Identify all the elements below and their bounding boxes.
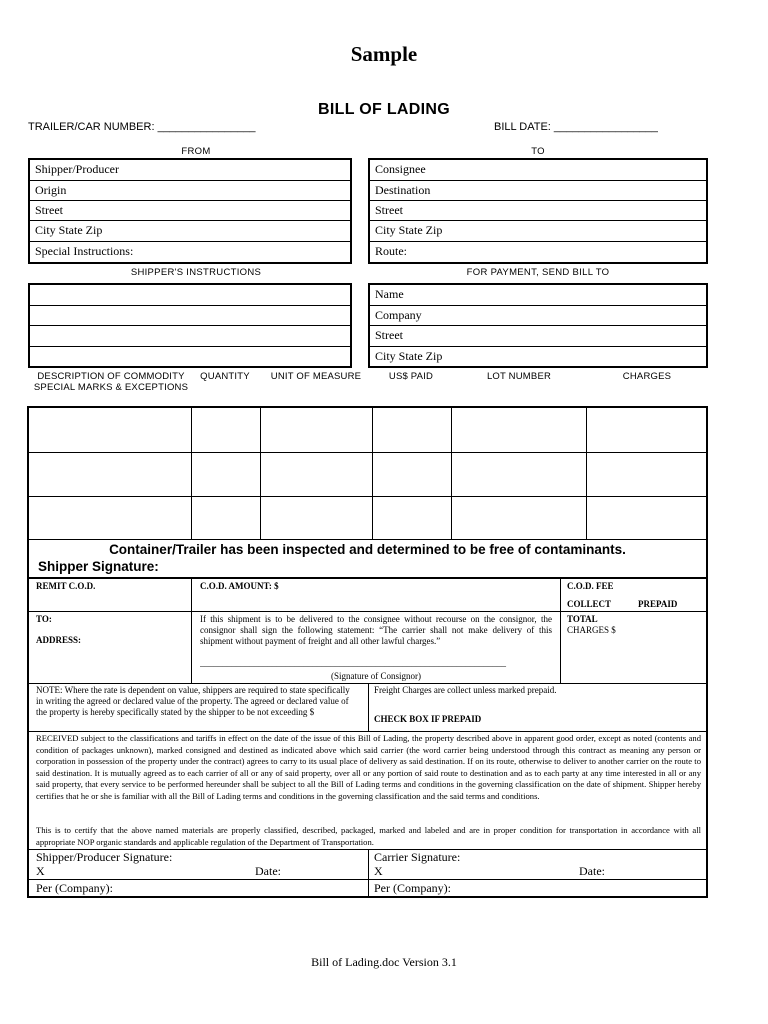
cod-collect-option[interactable]: COLLECT (567, 599, 612, 609)
carrier-signature-x: X (374, 864, 383, 878)
shipper-date-field[interactable]: Date: (255, 864, 281, 878)
received-terms: RECEIVED subject to the classifications and tariffs in effect on the date of the issue of this Bill of Lading, the property described above in apparent good order, except as noted (contents and condition of packages unknown), marked consigned and destined as indicated above which said carrier (the word carrier being understood through this contract as meaning any person or corporation in possession of the property under the contract) agrees to carry to its usual place of delivery as said destination. If on its route, otherwise to deliver to another carrier on the route to said destination. It is mutually agreed as to each carrier of all or any of said property, over all or any portion of said route to destination and as to each party at any time interested in all or any said property, that every service to be performed hereunder shall be subject to all the Bill of Lading terms and conditions in the governing classification on the date of shipment. Shipper hereby certifies that he or she is familiar with all the Bill of Lading terms and conditions in the governing classification and the said terms and conditions. (36, 733, 701, 801)
shipper-instructions-line[interactable] (30, 347, 350, 366)
payment-label: FOR PAYMENT, SEND BILL TO (466, 267, 610, 278)
from-row-street[interactable]: Street (30, 201, 350, 221)
shipper-instructions-line[interactable] (30, 306, 350, 326)
shipper-per-company-field[interactable]: Per (Company): (36, 881, 113, 895)
check-box-prepaid[interactable]: CHECK BOX IF PREPAID (374, 714, 482, 724)
cod-amount-field[interactable]: C.O.D. AMOUNT: $ (200, 581, 279, 591)
declared-value-note: NOTE: Where the rate is dependent on value, shippers are required to state specifically in writing the agreed or declared value of the property. The agreed or declared value of the property is hereby specifically stated by the shipper to be not exceeding $ (36, 685, 350, 717)
sample-heading: Sample (350, 42, 418, 66)
shipper-signature-label: Shipper Signature: (38, 559, 159, 574)
trailer-car-number-field[interactable]: TRAILER/CAR NUMBER: ________________ (28, 121, 256, 133)
commodity-table (29, 408, 706, 540)
bill-date-field[interactable]: BILL DATE: _________________ (494, 121, 658, 133)
to-row-destination[interactable]: Destination (370, 181, 706, 201)
payment-box (368, 283, 708, 368)
from-label: FROM (181, 146, 211, 157)
footer-version: Bill of Lading.doc Version 3.1 (311, 955, 457, 969)
shipper-instructions-box (28, 283, 352, 368)
carrier-signature-field[interactable]: Carrier Signature: (374, 850, 461, 864)
cod-to-field[interactable]: TO: (36, 614, 52, 624)
payment-row-company[interactable]: Company (370, 306, 706, 326)
column-header-lot: LOT NUMBER (486, 371, 552, 382)
cod-prepaid-option[interactable]: PREPAID (638, 599, 678, 609)
shipper-instructions-label: SHIPPER'S INSTRUCTIONS (130, 267, 262, 278)
shipper-signature-field[interactable]: Shipper/Producer Signature: (36, 850, 173, 864)
from-box (28, 158, 352, 264)
payment-row-city[interactable]: City State Zip (375, 349, 443, 363)
to-row-street[interactable]: Street (370, 201, 706, 221)
cod-address-field[interactable]: ADDRESS: (36, 635, 82, 645)
to-row-consignee[interactable]: Consignee (370, 160, 706, 181)
shipper-instructions-line[interactable] (30, 285, 350, 306)
page-title: BILL OF LADING (318, 101, 450, 118)
remit-cod-label: REMIT C.O.D. (36, 581, 96, 591)
inspection-statement: Container/Trailer has been inspected and determined to be free of contaminants. (109, 542, 626, 557)
column-header-quantity: QUANTITY (200, 371, 250, 382)
payment-row-street[interactable]: Street (370, 326, 706, 347)
to-row-city[interactable]: City State Zip (370, 221, 706, 242)
certification-statement: This is to certify that the above named materials are properly classified, described, packaged, marked and labeled and are in proper condition for transportation in accordance with all appropriate NOP organic standards and applicable regulation of the Department of Transportation. (36, 825, 701, 847)
to-label: TO (531, 146, 545, 157)
consignor-signature-line[interactable]: ____________________________________________________________________ (200, 658, 506, 668)
from-row-special-instructions[interactable]: Special Instructions: (35, 244, 134, 258)
from-row-city[interactable]: City State Zip (30, 221, 350, 242)
column-header-description: DESCRIPTION OF COMMODITY SPECIAL MARKS & EXCEPTIONS (33, 371, 189, 393)
from-row-origin[interactable]: Origin (30, 181, 350, 201)
consignor-signature-caption: (Signature of Consignor) (331, 671, 421, 681)
freight-charges-note: Freight Charges are collect unless marked prepaid. (374, 685, 557, 695)
total-charges-field[interactable]: CHARGES $ (567, 625, 616, 635)
shipper-signature-x: X (36, 864, 45, 878)
carrier-per-company-field[interactable]: Per (Company): (374, 881, 451, 895)
main-form (27, 406, 708, 898)
column-header-paid: US$ PAID (388, 371, 434, 382)
payment-row-name[interactable]: Name (370, 285, 706, 306)
to-box (368, 158, 708, 264)
consignor-statement: If this shipment is to be delivered to the consignee without recourse on the consignor, the consignor shall sign the following statement: “The carrier shall not make delivery of this shipment without payment of freight and all other lawful charges.” (200, 614, 552, 646)
carrier-date-field[interactable]: Date: (579, 864, 605, 878)
total-label: TOTAL (567, 614, 598, 624)
from-row-shipper[interactable]: Shipper/Producer (30, 160, 350, 181)
column-header-charges: CHARGES (622, 371, 672, 382)
cod-fee-label: C.O.D. FEE (567, 581, 614, 591)
column-header-unit: UNIT OF MEASURE (270, 371, 362, 382)
to-row-route[interactable]: Route: (375, 244, 407, 258)
shipper-instructions-line[interactable] (30, 326, 350, 347)
